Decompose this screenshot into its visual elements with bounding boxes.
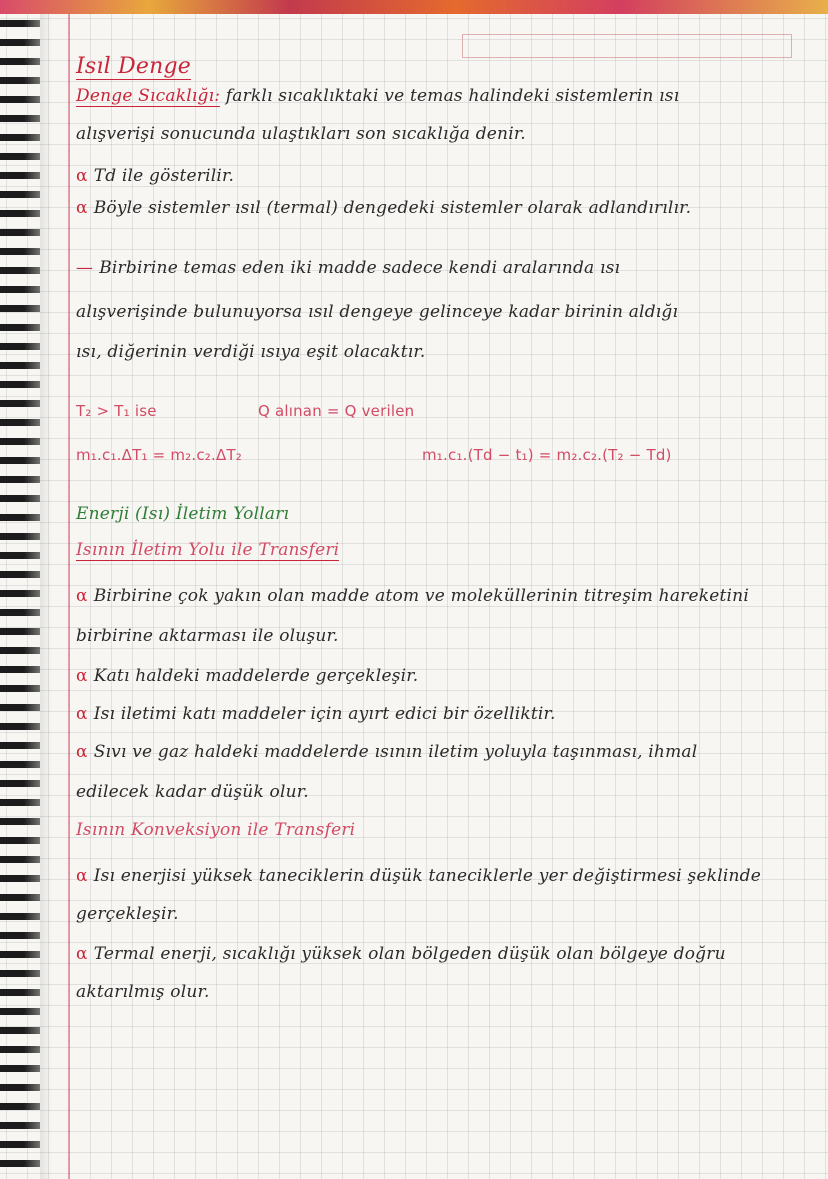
- alpha-bullet-icon: α: [76, 666, 88, 686]
- alpha-bullet-icon: α: [76, 166, 88, 186]
- conduction-bullet-1-cont: birbirine aktarması ile oluşur.: [76, 626, 339, 646]
- convection-bullet-1-cont: gerçekleşir.: [76, 904, 179, 924]
- top-strip: [0, 0, 828, 14]
- formula-right: m₁.c₁.(Td − t₁) = m₂.c₂.(T₂ − Td): [422, 446, 672, 464]
- convection-bullet-1: α Isı enerjisi yüksek taneciklerin düşük taneciklerle yer değiştirmesi şeklinde: [76, 866, 761, 886]
- dash-icon: —: [76, 258, 94, 278]
- definition-term: Denge Sıcaklığı:: [76, 86, 221, 106]
- paragraph-line-2: alışverişinde bulunuyorsa ısıl dengeye gelinceye kadar birinin aldığı: [76, 302, 679, 322]
- alpha-bullet-icon: α: [76, 198, 88, 218]
- convection-bullet-2-cont: aktarılmış olur.: [76, 982, 210, 1002]
- convection-bullet-2: α Termal enerji, sıcaklığı yüksek olan bölgeden düşük olan bölgeye doğru: [76, 944, 726, 964]
- definition-line-2: alışverişi sonucunda ulaştıkları son sıcaklığa denir.: [76, 124, 526, 144]
- binding-shadow: [40, 14, 52, 1179]
- section-conduction-heading: Isının İletim Yolu ile Transferi: [76, 540, 340, 560]
- conduction-bullet-4: α Sıvı ve gaz haldeki maddelerde ısının iletim yoluyla taşınması, ihmal: [76, 742, 698, 762]
- alpha-bullet-icon: α: [76, 704, 88, 724]
- definition-line-1: Denge Sıcaklığı: farklı sıcaklıktaki ve temas halindeki sistemlerin ısı: [76, 86, 680, 106]
- section-convection-heading: Isının Konveksiyon ile Transferi: [76, 820, 356, 840]
- paragraph-line-1: — Birbirine temas eden iki madde sadece kendi aralarında ısı: [76, 258, 621, 278]
- page-title: Isıl Denge: [76, 54, 191, 79]
- formula-left: m₁.c₁.ΔT₁ = m₂.c₂.ΔT₂: [76, 446, 243, 464]
- section-energy-heading: Enerji (Isı) İletim Yolları: [76, 504, 290, 524]
- alpha-bullet-icon: α: [76, 866, 88, 886]
- conduction-bullet-3: α Isı iletimi katı maddeler için ayırt edici bir özelliktir.: [76, 704, 556, 724]
- spiral-binding: [0, 20, 40, 1170]
- alpha-bullet-icon: α: [76, 944, 88, 964]
- formula-q-equality: Q alınan = Q verilen: [258, 402, 415, 420]
- conduction-bullet-1: α Birbirine çok yakın olan madde atom ve moleküllerinin titreşim hareketini: [76, 586, 749, 606]
- conduction-bullet-4-cont: edilecek kadar düşük olur.: [76, 782, 309, 802]
- header-box: [462, 34, 792, 58]
- alpha-bullet-icon: α: [76, 742, 88, 762]
- alpha-bullet-icon: α: [76, 586, 88, 606]
- conduction-bullet-2: α Katı haldeki maddelerde gerçekleşir.: [76, 666, 419, 686]
- bullet-td: α Td ile gösterilir.: [76, 166, 235, 186]
- formula-condition: T₂ > T₁ ise: [76, 402, 157, 420]
- margin-line: [68, 14, 70, 1179]
- paragraph-line-3: ısı, diğerinin verdiği ısıya eşit olacaktır.: [76, 342, 426, 362]
- bullet-termal: α Böyle sistemler ısıl (termal) dengedeki sistemler olarak adlandırılır.: [76, 198, 692, 218]
